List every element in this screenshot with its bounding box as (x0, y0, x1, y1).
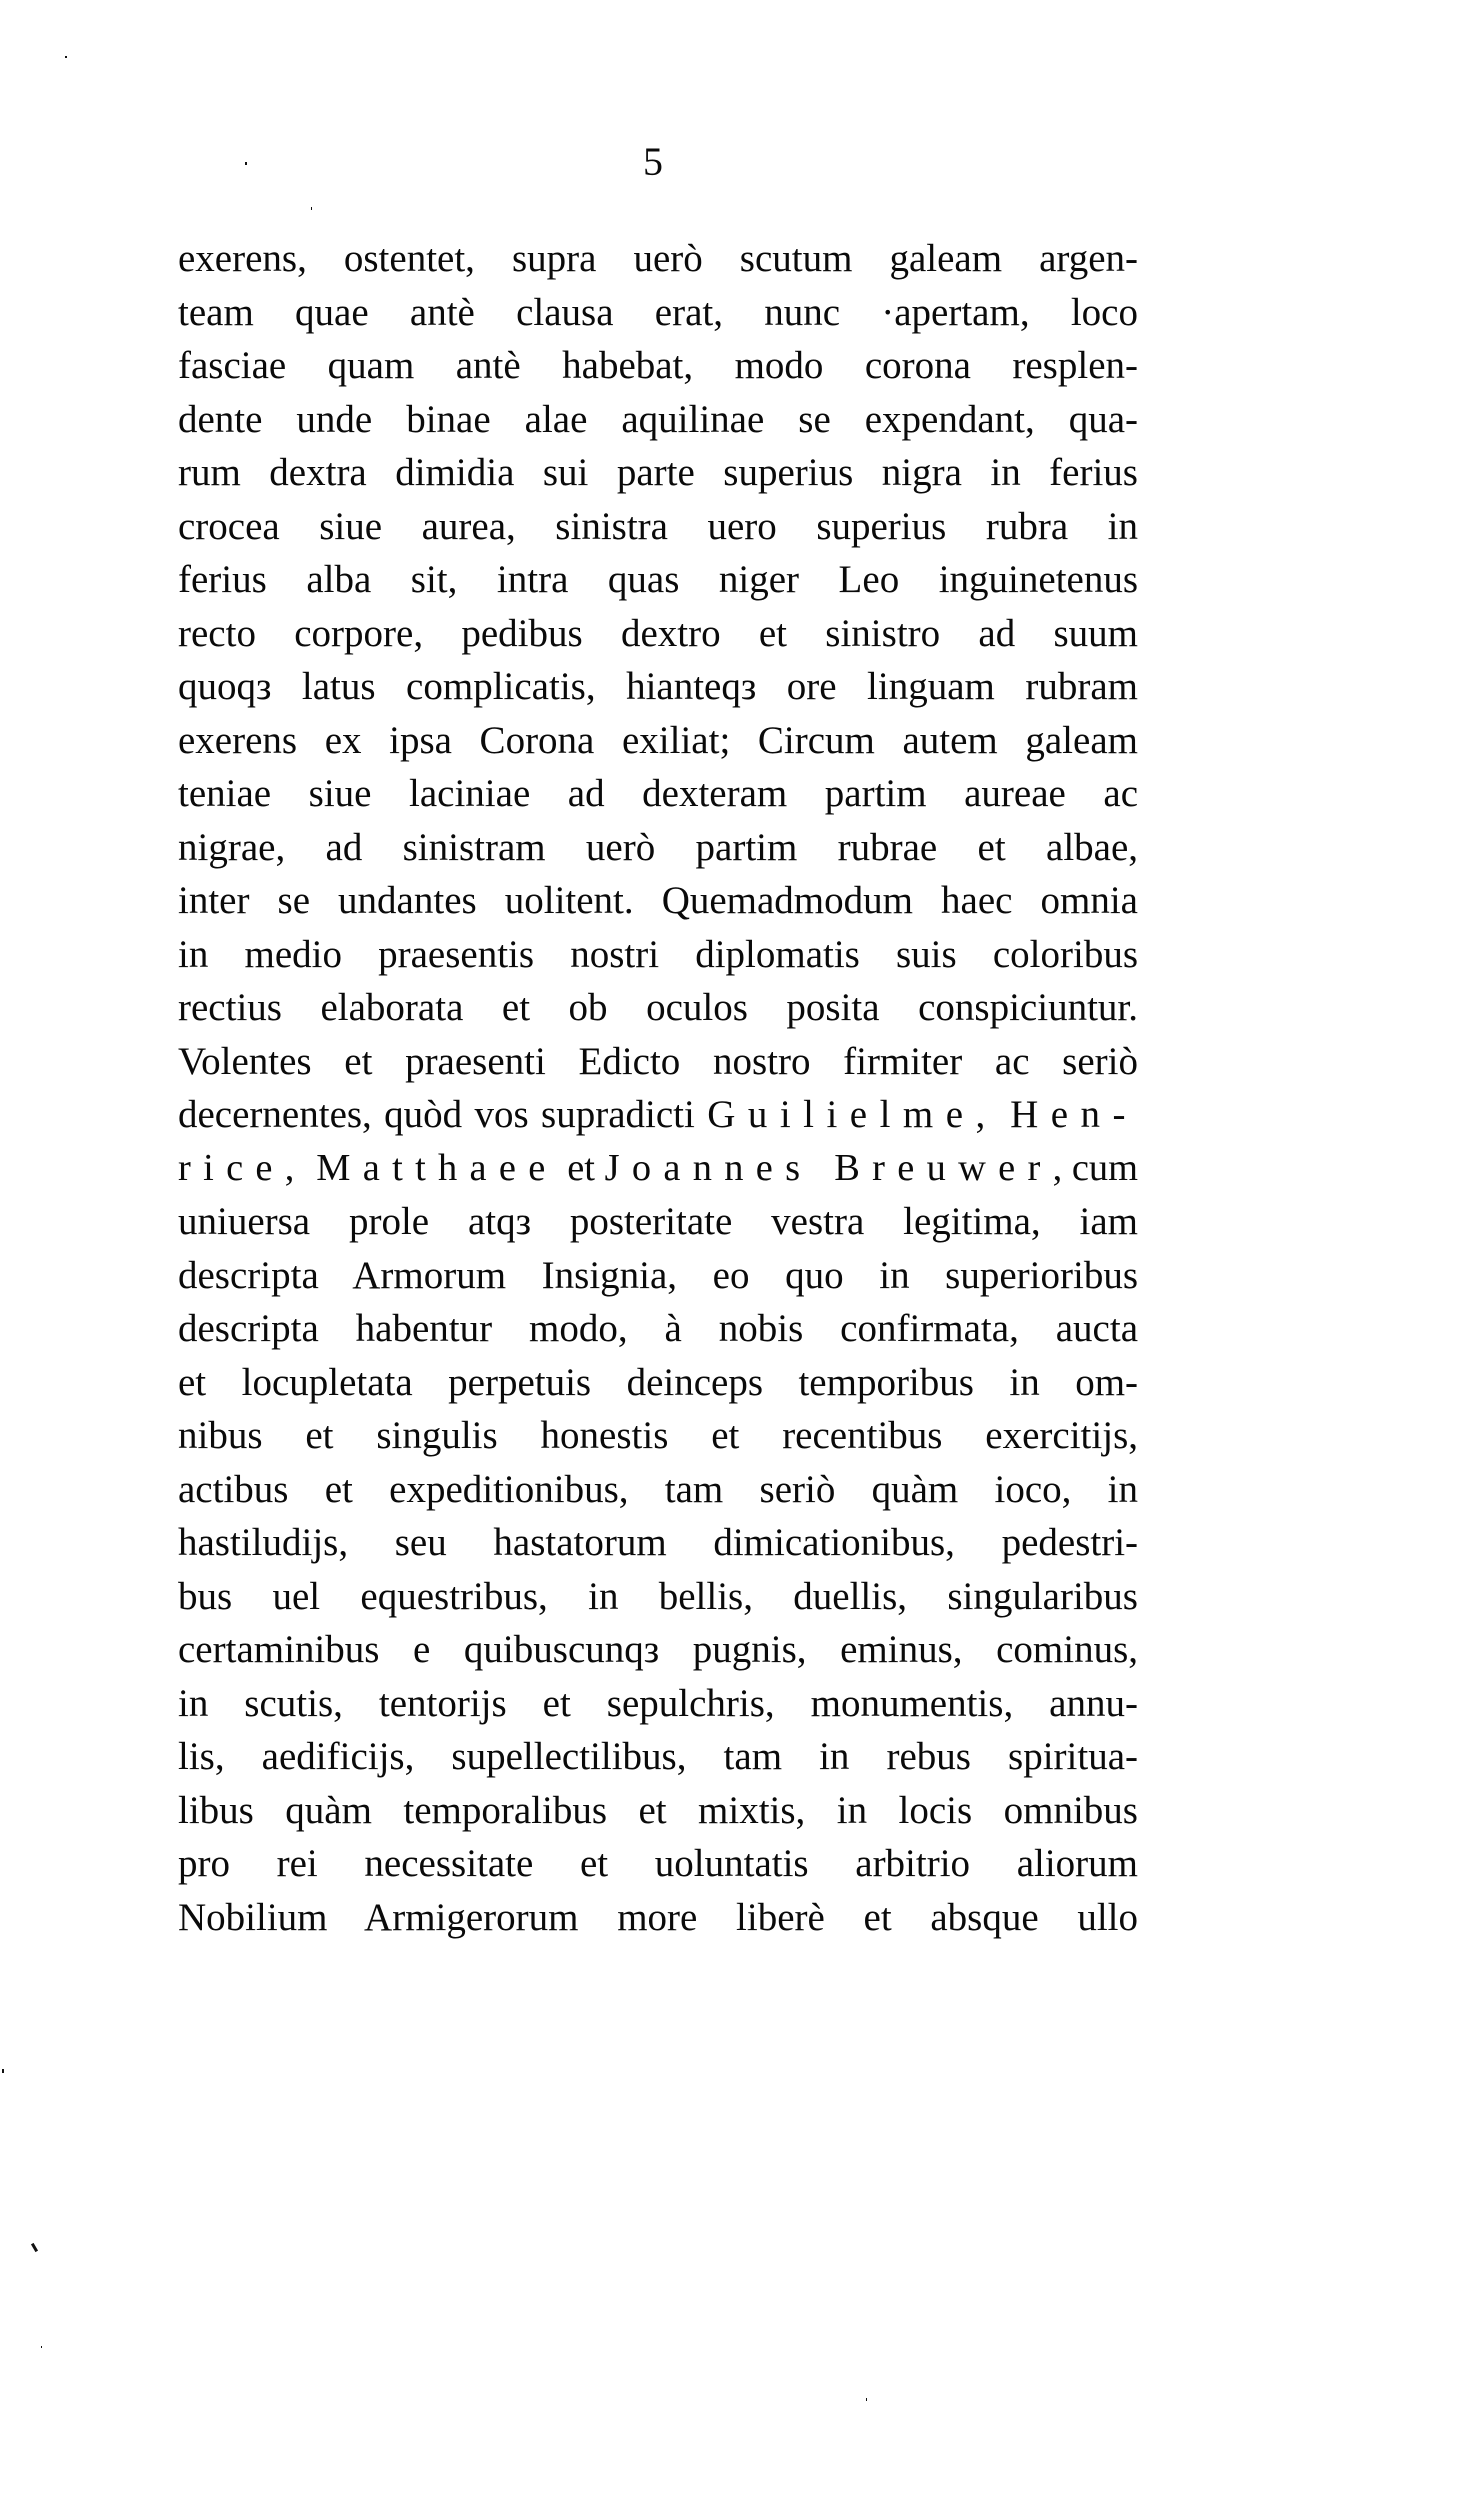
scan-speck (41, 2346, 42, 2348)
text-segment: decernentes, quòd vos supradicti (178, 1093, 708, 1136)
scan-speck (245, 162, 247, 165)
text-line (178, 928, 1138, 982)
text-segment: exerens, ostentet, supra uerò scutum galeam argen- (178, 237, 1138, 280)
text-segment: lis, aedificijs, supellectilibus, tam in rebus spiritua- (178, 1735, 1139, 1778)
text-line (178, 1195, 1138, 1249)
text-segment: uniuersa prole atqз posteritate vestra legitima, iam (178, 1200, 1138, 1243)
text-line (178, 714, 1138, 768)
page-number: 5 (643, 139, 663, 184)
text-segment: crocea siue aurea, sinistra uero superius rubra in (178, 504, 1138, 548)
text-line (178, 286, 1138, 340)
text-segment: exerens ex ipsa Corona exiliat; Circum autem galeam (178, 718, 1138, 762)
text-line (178, 339, 1138, 393)
scan-speck (2, 2069, 4, 2073)
scan-speck (31, 2243, 38, 2252)
text-line (178, 1356, 1138, 1410)
text-segment: actibus et expeditionibus, tam seriò quàm ioco, in (178, 1467, 1138, 1511)
text-line (178, 1623, 1138, 1677)
scan-speck (866, 2398, 867, 2401)
text-line (178, 767, 1138, 821)
text-line (178, 393, 1138, 447)
text-segment: nibus et singulis honestis et recentibus exercitijs, (178, 1414, 1138, 1457)
text-segment: et locupletata perpetuis deinceps temporibus in om- (178, 1360, 1139, 1404)
text-line (178, 1677, 1138, 1731)
text-line (178, 1784, 1138, 1838)
text-segment: in medio praesentis nostri diplomatis suis coloribus (178, 932, 1138, 976)
text-segment: quoqз latus complicatis, hianteqз ore linguam rubram (178, 665, 1138, 708)
text-line (178, 553, 1138, 607)
text-line (178, 1302, 1138, 1356)
text-line (178, 874, 1138, 928)
text-line (178, 981, 1138, 1035)
text-segment: ferius alba sit, intra quas niger Leo inguinetenus (178, 558, 1139, 601)
text-line (178, 446, 1138, 500)
letterspaced-name: Guilielme, (707, 1093, 998, 1136)
text-segment (998, 1093, 1010, 1136)
text-line (178, 1516, 1138, 1570)
letterspaced-name: Hen- (1010, 1093, 1138, 1136)
text-line (178, 1142, 1138, 1196)
text-line (178, 1463, 1138, 1517)
text-line (178, 1570, 1138, 1624)
text-line (178, 607, 1138, 661)
letterspaced-name: Joannes Breuwer (604, 1146, 1053, 1189)
body-text (178, 232, 1138, 1944)
text-segment: certaminibus e quibuscunqз pugnis, eminus, cominus, (178, 1628, 1139, 1671)
text-segment: fasciae quam antè habebat, modo corona resplen- (178, 344, 1138, 387)
text-segment: inter se undantes uolitent. Quemadmodum haec omnia (178, 879, 1138, 922)
text-line (178, 1088, 1138, 1142)
text-segment: Nobilium Armigerorum more liberè et absque ullo (178, 1895, 1139, 1939)
text-segment: descripta habentur modo, à nobis confirmata, aucta (178, 1307, 1139, 1350)
text-line (178, 1730, 1138, 1784)
text-segment: , cum (1052, 1146, 1138, 1189)
text-line (178, 1249, 1138, 1303)
text-line (178, 1891, 1138, 1945)
text-segment (307, 1147, 317, 1189)
text-segment: libus quàm temporalibus et mixtis, in locis omnibus (178, 1788, 1138, 1832)
text-segment: teniae siue laciniae ad dexteram partim aureae ac (178, 772, 1139, 815)
text-segment: recto corpore, pedibus dextro et sinistro ad suum (178, 611, 1139, 655)
letterspaced-name: rice, (178, 1146, 307, 1189)
text-segment: hastiludijs, seu hastatorum dimicationibus, pedestri- (178, 1521, 1139, 1564)
text-line (178, 232, 1138, 286)
text-line (178, 1409, 1138, 1463)
text-segment: in scutis, tentorijs et sepulchris, monumentis, annu- (178, 1681, 1138, 1725)
text-segment: bus uel equestribus, in bellis, duellis, singularibus (178, 1574, 1138, 1618)
text-segment: rum dextra dimidia sui parte superius nigra in ferius (178, 451, 1138, 494)
text-segment: et (557, 1146, 605, 1189)
text-segment: descripta Armorum Insignia, eo quo in superioribus (178, 1253, 1138, 1297)
letterspaced-name: Matthaee (316, 1146, 558, 1189)
scan-speck (65, 56, 67, 58)
text-segment: pro rei necessitate et uoluntatis arbitrio aliorum (178, 1842, 1139, 1885)
text-line (178, 500, 1138, 554)
text-segment: rectius elaborata et ob oculos posita conspiciuntur. (178, 986, 1138, 1029)
text-line (178, 821, 1138, 875)
text-segment: nigrae, ad sinistram uerò partim rubrae et albae, (178, 825, 1139, 869)
text-line (178, 1837, 1138, 1891)
scan-speck (311, 207, 312, 210)
text-segment: Volentes et praesenti Edicto nostro firmiter ac seriò (178, 1039, 1138, 1083)
text-line (178, 1035, 1138, 1089)
text-line (178, 660, 1138, 714)
text-segment: dente unde binae alae aquilinae se expendant, qua- (178, 397, 1139, 441)
text-segment: team quae antè clausa erat, nunc ·apertam, loco (178, 290, 1138, 334)
